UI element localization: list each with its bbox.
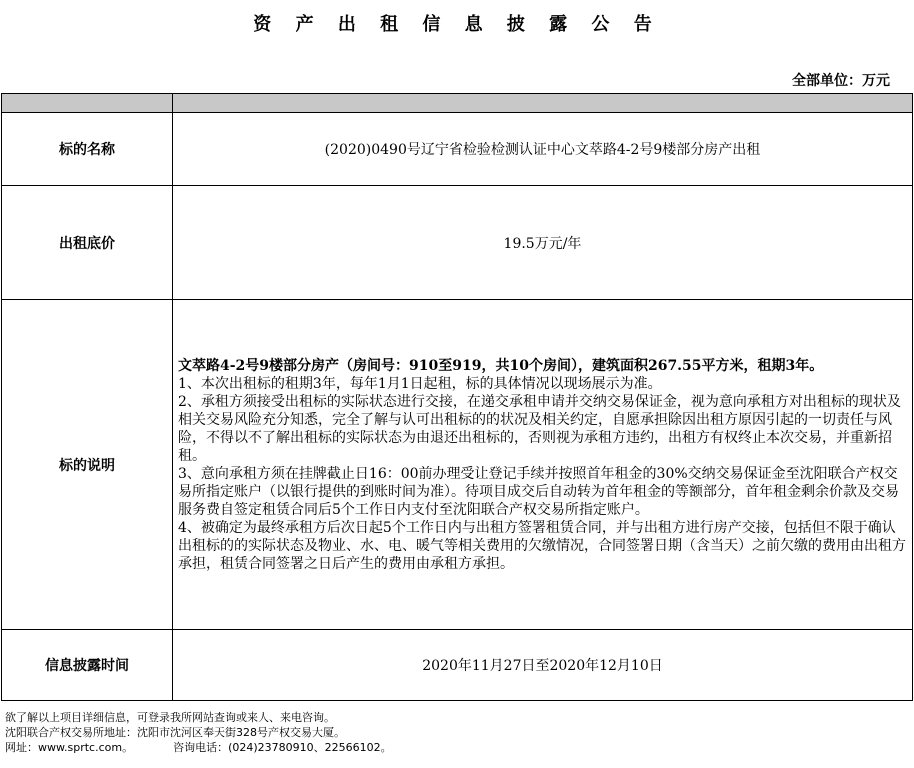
row-description [2, 300, 913, 630]
header-cell-right [173, 94, 913, 113]
footer-phone: 咨询电话：(024)23780910、22566102。 [173, 741, 392, 754]
description-item: 3、意向承租方须在挂牌截止日16：00前办理受让登记手续并按照首年租金的30%交纳交易保证金至沈阳联合产权交易所指定账户（以银行提供的到账时间为准）。待项目成交后自动转为首年租金的等额部分，首年租金剩余价款及交易服务费自签定租赁合同后5个工作日内支付至沈阳联合产权交易所指定账户。 [178, 465, 899, 518]
reserve-price-label: 出租底价 [2, 186, 173, 300]
header-cell-left [2, 94, 173, 113]
footer-line-address: 沈阳联合产权交易所地址：沈阳市沈河区奉天街328号产权交易大厦。 [5, 726, 345, 739]
target-name-label: 标的名称 [2, 113, 173, 186]
description-item: 4、被确定为最终承租方后次日起5个工作日内与出租方签署租赁合同，并与出租方进行房产交接，包括但不限于确认出租标的的实际状态及物业、水、电、暖气等相关费用的欠缴情况，合同签署日期（含当天）之前欠缴的费用由出租方承担，租赁合同签署之日后产生的费用由承租方承担。 [178, 519, 906, 572]
info-table [1, 93, 913, 701]
footer-line-contact [5, 740, 392, 755]
disclosure-time-label: 信息披露时间 [2, 630, 173, 701]
row-disclosure-time [2, 630, 913, 701]
page-title: 资 产 出 租 信 息 披 露 公 告 [253, 14, 661, 35]
disclosure-time-value: 2020年11月27日至2020年12月10日 [173, 630, 913, 701]
description-item: 2、承租方须接受出租标的实际状态进行交接，在递交承租申请并交纳交易保证金，视为意向承租方对出租标的现状及相关交易风险充分知悉，完全了解与认可出租标的的状况及相关约定，自愿承担除因出租方原因引起的一切责任与风险，不得以不了解出租标的实际状态为由退还出租标的，否则视为承租方违约，出租方有权终止本次交易，并重新招租。 [178, 393, 901, 464]
reserve-price-value: 19.5万元/年 [173, 186, 913, 300]
description-item: 1、本次出租标的租期3年，每年1月1日起租，标的具体情况以现场展示为准。 [178, 375, 662, 392]
footer-website: 网址：www.sprtc.com。 [5, 741, 134, 754]
table-header-row [2, 94, 913, 113]
row-target-name [2, 113, 913, 186]
description-lead: 文萃路4-2号9楼部分房产（房间号：910至919，共10个房间），建筑面积267.55平方米，租期3年。 [178, 357, 824, 374]
unit-note: 全部单位：万元 [792, 73, 890, 89]
description-content [173, 300, 913, 630]
footer-notes [5, 710, 392, 755]
footer-line-inquiry: 欲了解以上项目详细信息，可登录我所网站查询或来人、来电咨询。 [5, 711, 335, 724]
description-label: 标的说明 [2, 300, 173, 630]
target-name-value: (2020)0490号辽宁省检验检测认证中心文萃路4-2号9楼部分房产出租 [173, 113, 913, 186]
row-reserve-price [2, 186, 913, 300]
